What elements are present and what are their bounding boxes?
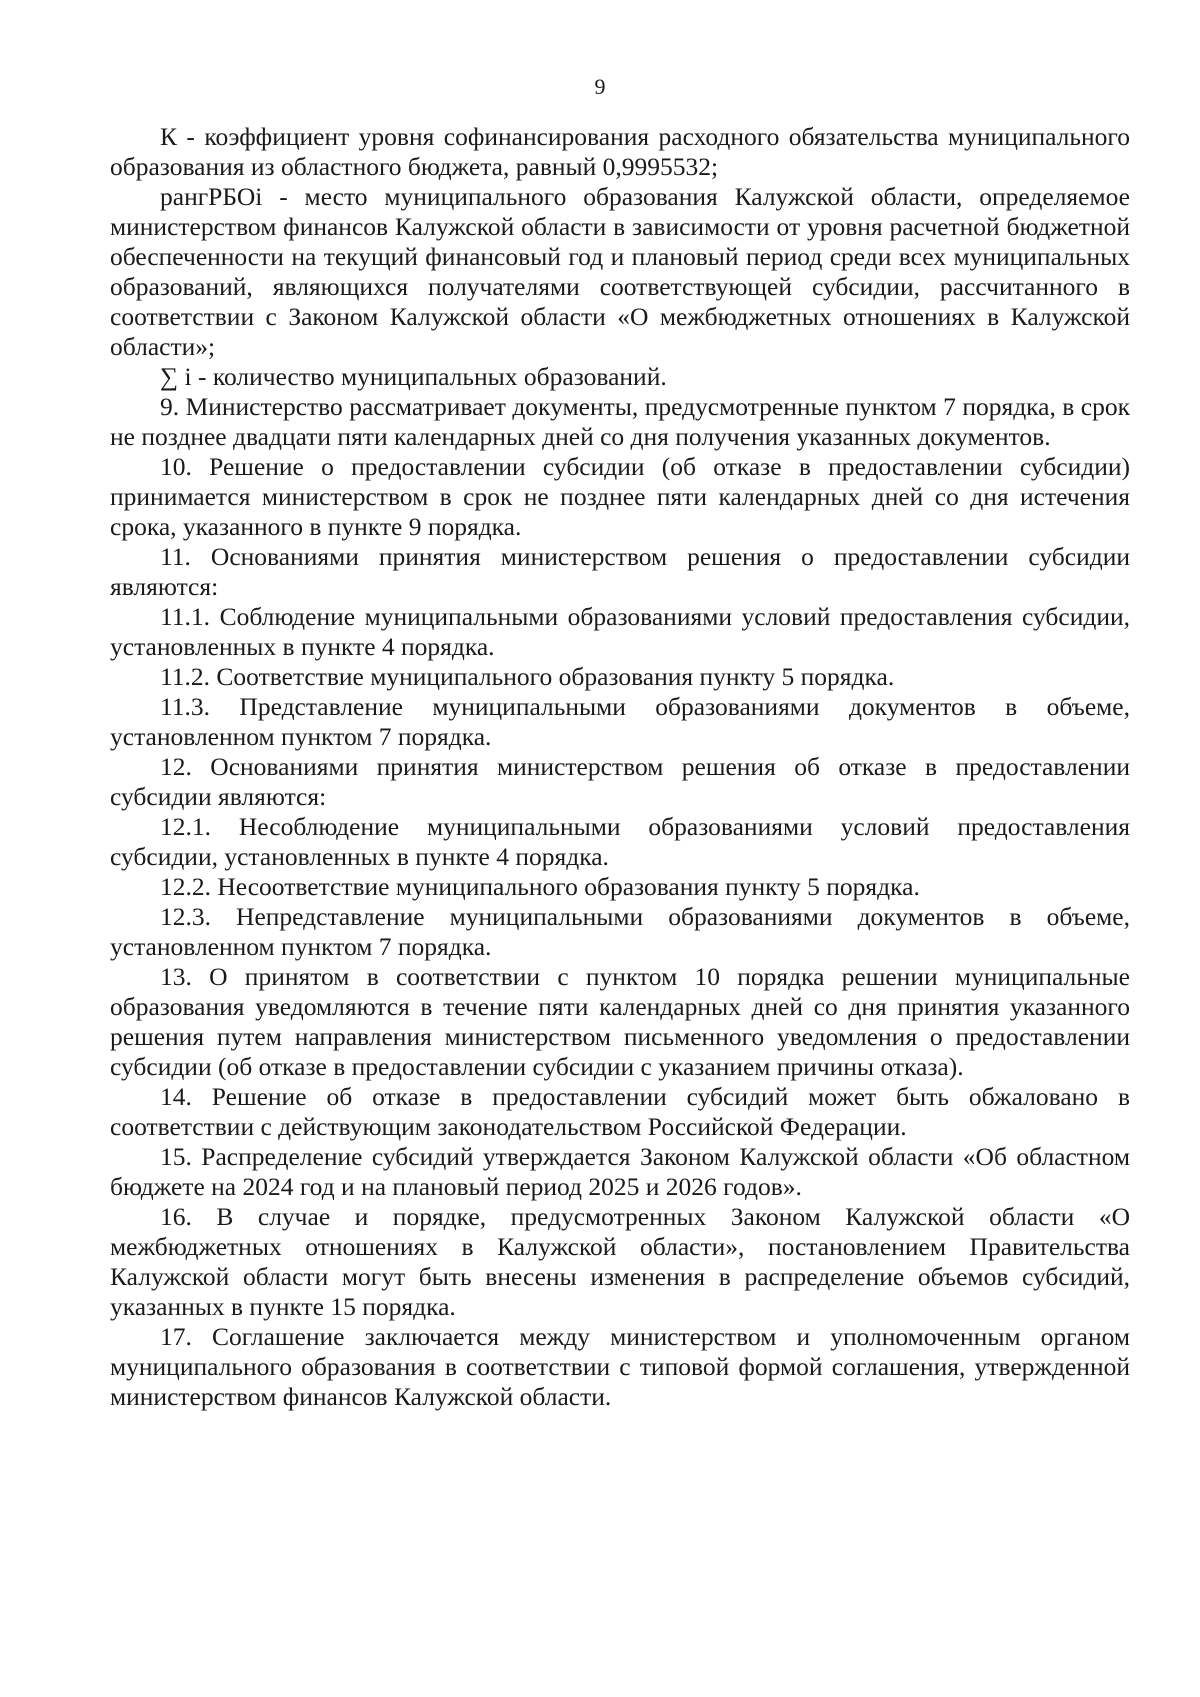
paragraph-item-12-2: 12.2. Несоответствие муниципального образования пункту 5 порядка. xyxy=(160,872,920,901)
document-body xyxy=(110,122,1130,1412)
paragraph-sum-i: ∑ i - количество муниципальных образований. xyxy=(160,362,667,391)
paragraph-item-11-1: 11.1. Соблюдение муниципальными образованиями условий предоставления субсидии, установленных в пункте 4 порядка. xyxy=(110,602,1130,661)
paragraph-coefficient-k: К - коэффициент уровня софинансирования расходного обязательства муниципального образования из областного бюджета, равный 0,9995532; xyxy=(110,122,1130,181)
paragraph-rank-rbo: рангРБОi - место муниципального образования Калужской области, определяемое министерством финансов Калужской области в зависимости от уровня расчетной бюджетной обеспеченности на текущий финансовый год и плановый период среди всех муниципальных образований, являющихся получателями соответствующей субсидии, рассчитанного в соответствии с Законом Калужской области «О межбюджетных отношениях в Калужской области»; xyxy=(110,182,1130,361)
paragraph-item-11-3: 11.3. Представление муниципальными образованиями документов в объеме, установленном пунктом 7 порядка. xyxy=(110,692,1130,751)
paragraph-item-15: 15. Распределение субсидий утверждается Законом Калужской области «Об областном бюджете на 2024 год и на плановый период 2025 и 2026 годов». xyxy=(110,1142,1130,1201)
paragraph-item-14: 14. Решение об отказе в предоставлении субсидий может быть обжаловано в соответствии с действующим законодательством Российской Федерации. xyxy=(110,1082,1130,1141)
paragraph-item-13: 13. О принятом в соответствии с пунктом 10 порядка решении муниципальные образования уведомляются в течение пяти календарных дней со дня принятия указанного решения путем направления министерством письменного уведомления о предоставлении субсидии (об отказе в предоставлении субсидии с указанием причины отказа). xyxy=(110,962,1130,1081)
paragraph-item-12-1: 12.1. Несоблюдение муниципальными образованиями условий предоставления субсидии, установленных в пункте 4 порядка. xyxy=(110,812,1130,871)
paragraph-item-11: 11. Основаниями принятия министерством решения о предоставлении субсидии являются: xyxy=(110,542,1130,601)
paragraph-item-12: 12. Основаниями принятия министерством решения об отказе в предоставлении субсидии являются: xyxy=(110,752,1130,811)
page-number: 9 xyxy=(594,74,606,99)
paragraph-item-11-2: 11.2. Соответствие муниципального образования пункту 5 порядка. xyxy=(160,662,895,691)
paragraph-item-17: 17. Соглашение заключается между министерством и уполномоченным органом муниципального образования в соответствии с типовой формой соглашения, утвержденной министерством финансов Калужской области. xyxy=(110,1322,1130,1411)
paragraph-item-10: 10. Решение о предоставлении субсидии (об отказе в предоставлении субсидии) принимается министерством в срок не позднее пяти календарных дней со дня истечения срока, указанного в пункте 9 порядка. xyxy=(110,452,1130,541)
paragraph-item-12-3: 12.3. Непредставление муниципальными образованиями документов в объеме, установленном пунктом 7 порядка. xyxy=(110,902,1130,961)
paragraph-item-9: 9. Министерство рассматривает документы, предусмотренные пунктом 7 порядка, в срок не позднее двадцати пяти календарных дней со дня получения указанных документов. xyxy=(110,392,1130,451)
paragraph-item-16: 16. В случае и порядке, предусмотренных Законом Калужской области «О межбюджетных отношениях в Калужской области», постановлением Правительства Калужской области могут быть внесены изменения в распределение объемов субсидий, указанных в пункте 15 порядка. xyxy=(110,1202,1130,1321)
